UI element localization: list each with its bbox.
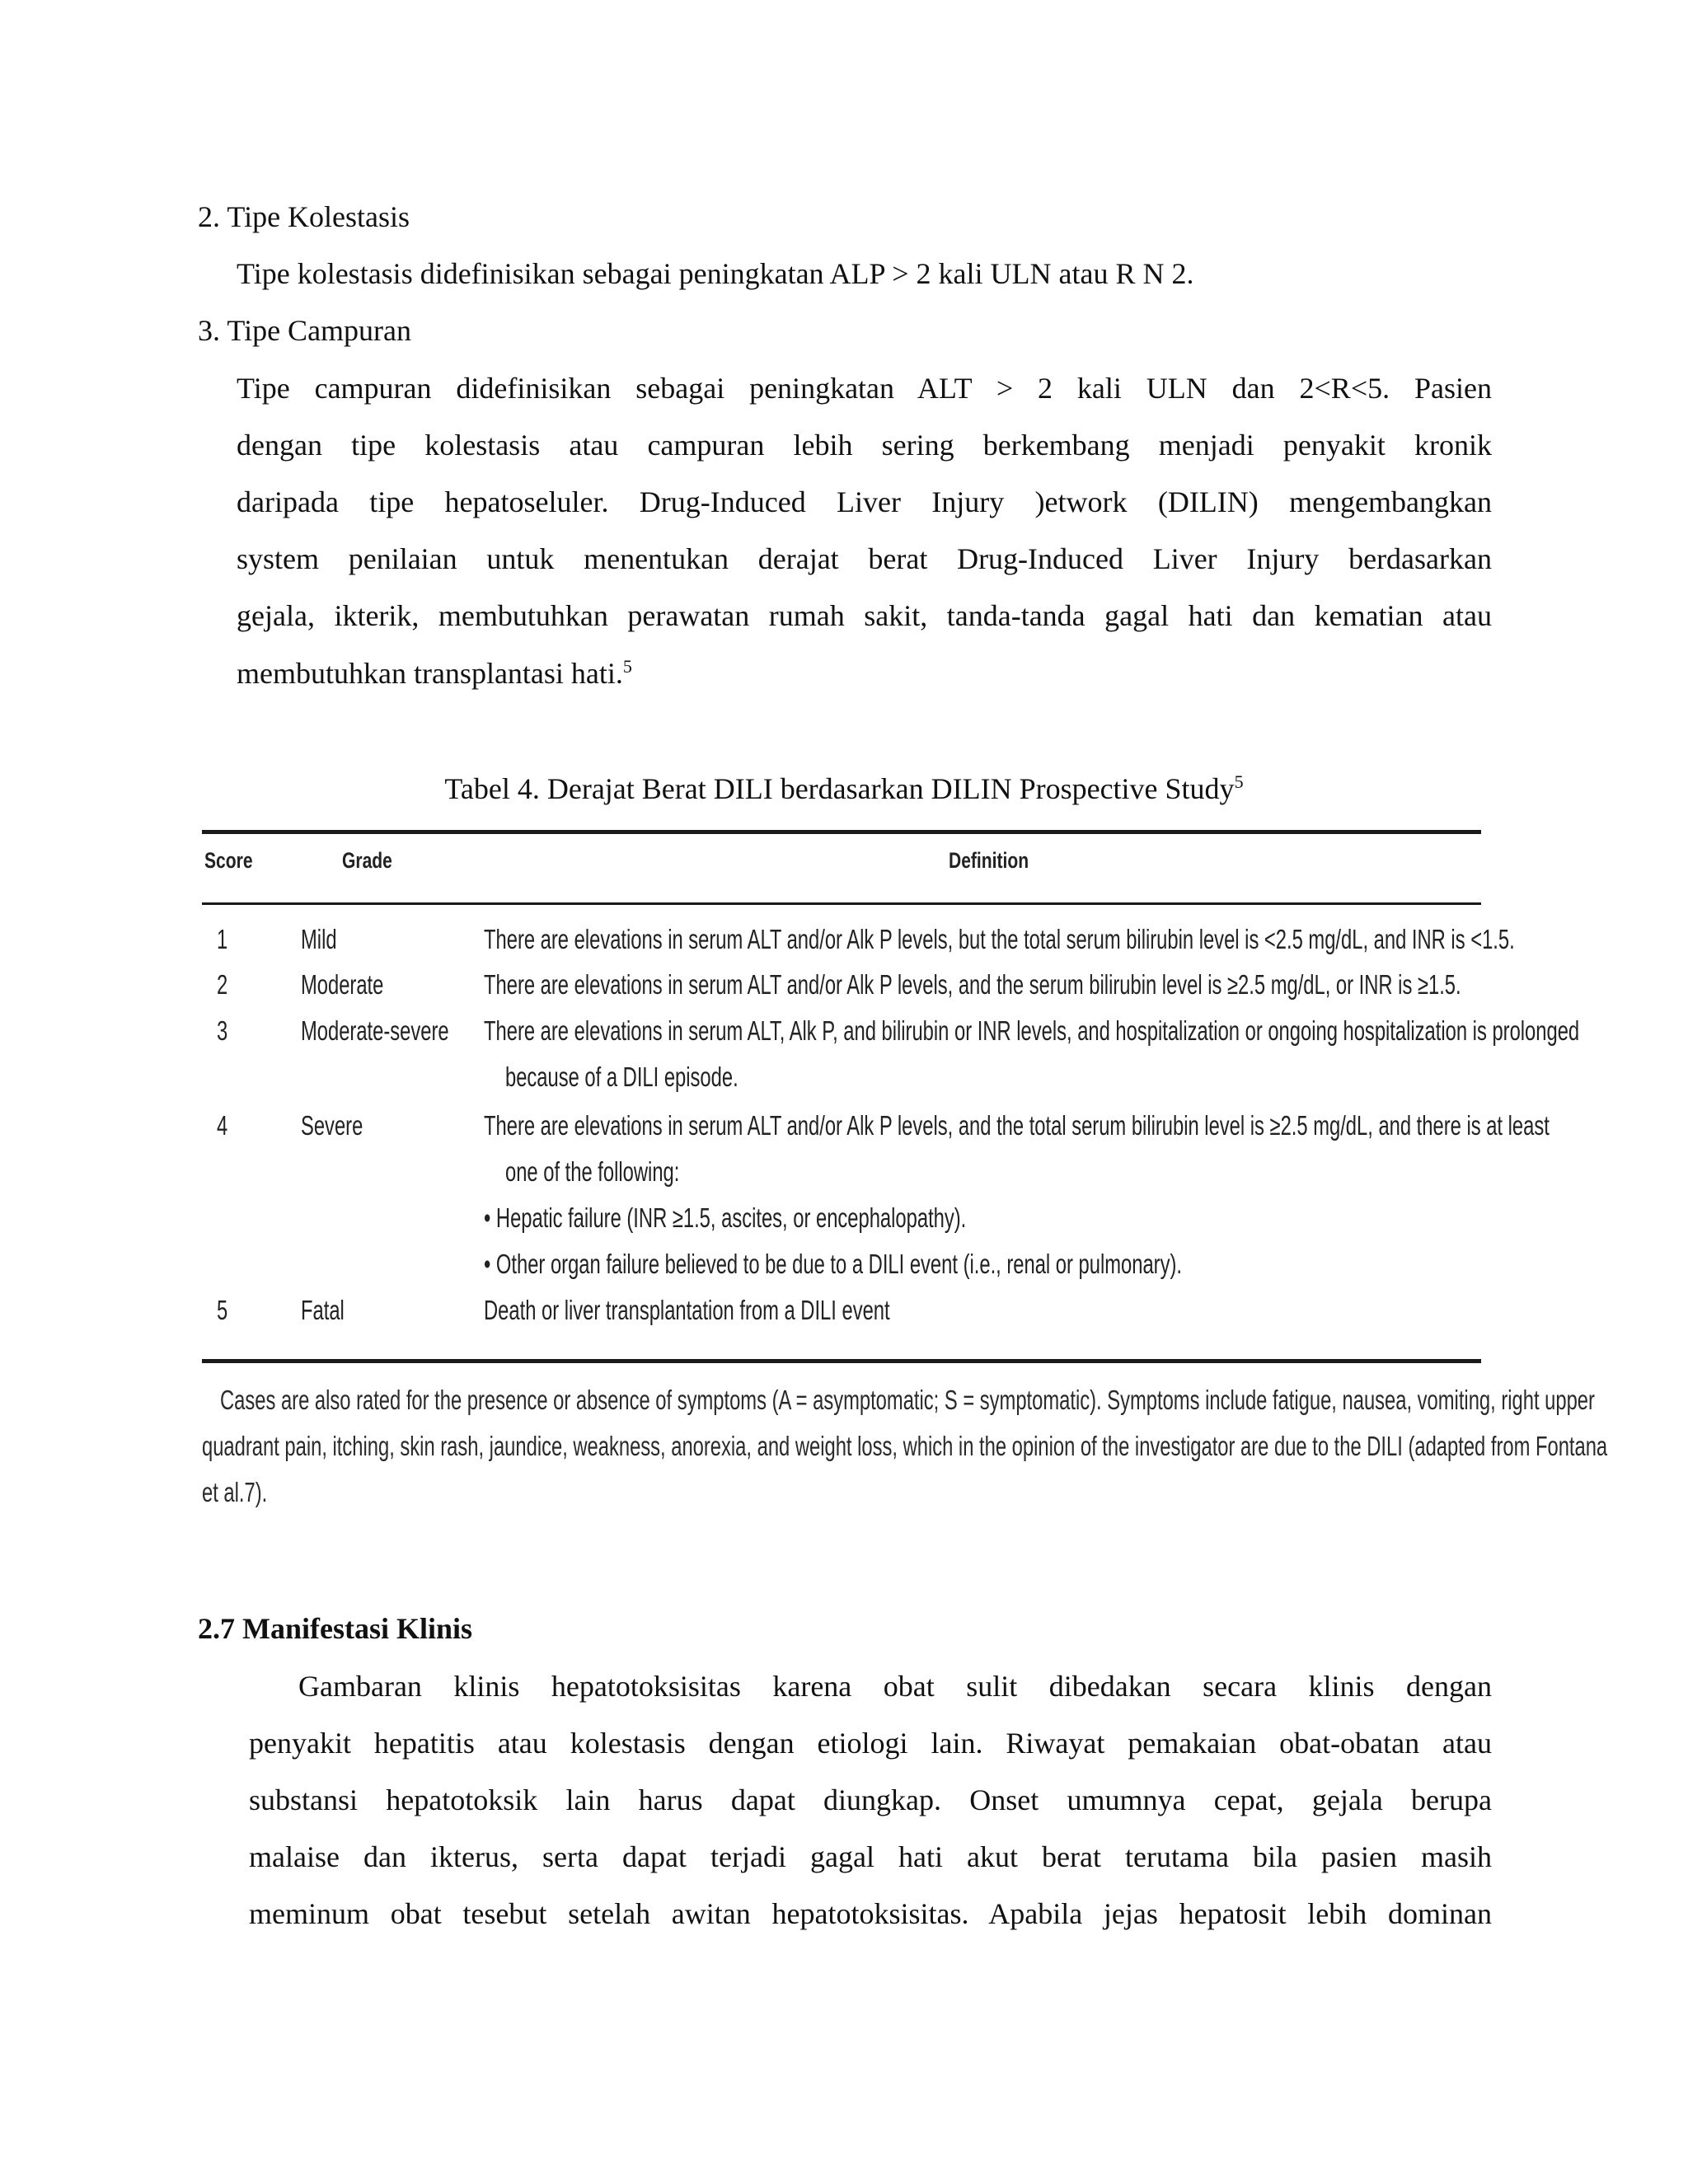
table-caption — [0, 771, 1688, 807]
row-1-score: 1 — [217, 924, 228, 954]
row-2-score: 2 — [217, 969, 228, 1000]
header-score: Score — [204, 848, 253, 873]
item-3-reference: 5 — [622, 656, 632, 677]
row-4-grade: Severe — [301, 1110, 363, 1141]
row-5-score: 5 — [217, 1295, 228, 1325]
row-4-score: 4 — [217, 1110, 228, 1141]
table-caption-reference: 5 — [1234, 771, 1244, 792]
section-line-2: penyakit hepatitis atau kolestasis dengan etiologi lain. Riwayat pemakaian obat-obatan atau — [249, 1727, 1492, 1760]
row-1-grade: Mild — [301, 924, 337, 954]
table-footnote-line-1: Cases are also rated for the presence or absence of symptoms (A = asymptomatic; S = symptomatic). Symptoms include fatigue, nausea, vomiting, right upper — [220, 1385, 1595, 1415]
section-line-4: malaise dan ikterus, serta dapat terjadi gagal hati akut berat terutama bila pasien masih — [249, 1840, 1492, 1873]
table-footnote-line-2: quadrant pain, itching, skin rash, jaundice, weakness, anorexia, and weight loss, which in the opinion of the investigator are due to the DILI (adapted from Fontana — [202, 1431, 1608, 1461]
row-4-definition-line-1: There are elevations in serum ALT and/or Alk P levels, and the total serum bilirubin level is ≥2.5 mg/dL, and there is at least — [484, 1110, 1550, 1141]
row-4-bullet-2: • Other organ failure believed to be due to a DILI event (i.e., renal or pulmonary). — [484, 1249, 1182, 1279]
section-title: 2.7 Manifestasi Klinis — [198, 1612, 473, 1645]
item-3-last-line — [237, 655, 632, 691]
table-bottom-rule — [202, 1359, 1481, 1363]
section-line-3: substansi hepatotoksik lain harus dapat diungkap. Onset umumnya cepat, gejala berupa — [249, 1783, 1492, 1816]
item-3-line-1: Tipe campuran didefinisikan sebagai peningkatan ALT > 2 kali ULN dan 2<R<5. Pasien — [237, 372, 1492, 405]
row-3-definition-line-1: There are elevations in serum ALT, Alk P, and bilirubin or INR levels, and hospitalization or ongoing hospitalization is prolonged — [484, 1015, 1580, 1046]
row-4-bullet-1: • Hepatic failure (INR ≥1.5, ascites, or encephalopathy). — [484, 1202, 967, 1233]
item-3-last-text: membutuhkan transplantasi hati. — [237, 657, 623, 690]
row-3-definition-line-2: because of a DILI episode. — [505, 1062, 738, 1092]
row-3-grade: Moderate-severe — [301, 1015, 449, 1046]
item-3-line-4: system penilaian untuk menentukan derajat berat Drug-Induced Liver Injury berdasarkan — [237, 542, 1492, 575]
row-2-grade: Moderate — [301, 969, 384, 1000]
item-2-heading: 2. Tipe Kolestasis — [198, 200, 410, 233]
table-caption-text: Tabel 4. Derajat Berat DILI berdasarkan DILIN Prospective Study — [444, 772, 1235, 805]
row-5-grade: Fatal — [301, 1295, 345, 1325]
table-header-rule — [202, 902, 1481, 905]
table-footnote-line-3: et al.7). — [202, 1477, 268, 1507]
item-3-line-5: gejala, ikterik, membutuhkan perawatan rumah sakit, tanda-tanda gagal hati dan kematian atau — [237, 599, 1492, 632]
header-grade: Grade — [342, 848, 392, 873]
section-line-5: meminum obat tesebut setelah awitan hepatotoksisitas. Apabila jejas hepatosit lebih dominan — [249, 1897, 1492, 1930]
item-3-line-3: daripada tipe hepatoseluler. Drug-Induced Liver Injury )etwork (DILIN) mengembangkan — [237, 485, 1492, 518]
table-top-rule — [202, 830, 1481, 834]
item-3-heading: 3. Tipe Campuran — [198, 314, 412, 347]
section-line-1: Gambaran klinis hepatotoksisitas karena obat sulit dibedakan secara klinis dengan — [298, 1670, 1492, 1703]
row-5-definition: Death or liver transplantation from a DILI event — [484, 1295, 890, 1325]
row-2-definition: There are elevations in serum ALT and/or Alk P levels, and the serum bilirubin level is ≥2.5 mg/dL, or INR is ≥1.5. — [484, 969, 1461, 1000]
row-4-definition-line-2: one of the following: — [505, 1156, 680, 1187]
header-definition: Definition — [949, 848, 1029, 873]
item-3-line-2: dengan tipe kolestasis atau campuran lebih sering berkembang menjadi penyakit kronik — [237, 429, 1492, 462]
row-3-score: 3 — [217, 1015, 228, 1046]
item-2-text: Tipe kolestasis didefinisikan sebagai peningkatan ALP > 2 kali ULN atau R N 2. — [237, 257, 1194, 290]
row-1-definition: There are elevations in serum ALT and/or Alk P levels, but the total serum bilirubin level is <2.5 mg/dL, and INR is <1.5. — [484, 924, 1515, 954]
